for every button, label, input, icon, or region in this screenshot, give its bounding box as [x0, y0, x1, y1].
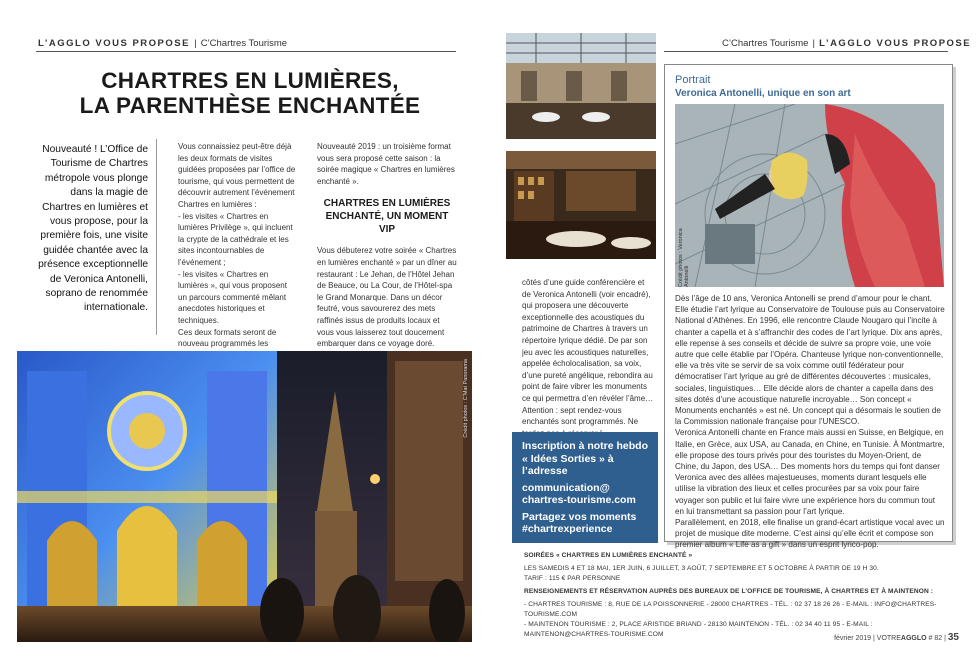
info-heading: SOIRÉES « CHARTRES EN LUMIÈRES ENCHANTÉ »	[524, 552, 693, 559]
intro-paragraph: Nouveauté ! L’Office de Tourisme de Chartres métropole vous plonge dans la magie de Chartres en lumières et vous propose, pour la première fois, une visite guidée chantée avec la présence exceptionnelle de Veronica Antonelli, soprano de renommée internationale.	[38, 144, 148, 314]
atrium-illustration	[506, 33, 656, 139]
restaurant-interior-photo	[506, 151, 656, 259]
cathedral-photo	[17, 351, 472, 642]
intro-divider	[156, 139, 157, 335]
right-header-rule	[664, 51, 948, 52]
bio-p3: Parallèlement, en 2018, elle finalise un grand-écart artistique vocal avec un projet de musique dite moderne. C’est ainsi qu’elle écrit et compose son premier album « Life as a gift » dans un esprit lyrico-pop.	[675, 518, 945, 550]
info-dates: LES SAMEDIS 4 ET 18 MAI, 1ER JUIN, 6 JUILLET, 3 AOÛT, 7 SEPTEMBRE ET 5 OCTOBRE À PARTIR DE 19 H 30.	[524, 565, 879, 572]
portrait-label: Portrait	[675, 74, 711, 86]
footer-mag: AGGLO	[900, 635, 927, 642]
col1-p1: Vous connaissiez peut-être déjà les deux formats de visites guidées proposées par l’office de tourisme, qui vous permettent de découvrir autrement l’événement Chartres en lumières :	[178, 142, 296, 209]
portrait-title: Veronica Antonelli, unique en son art	[675, 88, 851, 99]
title-line-2: LA PARENTHÈSE ENCHANTÉE	[79, 93, 421, 118]
page-footer: février 2019 | VOTREAGGLO # 82 | 35	[834, 632, 959, 643]
page-number: 35	[947, 632, 959, 643]
left-page-header	[38, 38, 287, 49]
vip-subheading: CHARTRES EN LUMIÈRES ENCHANTÉ, UN MOMENT VIP	[323, 198, 451, 236]
header-source: C’Chartres Tourisme	[200, 38, 288, 49]
col1-p3: - les visites « Chartres en lumières », qui vous proposent un parcours commenté mêlant anecdotes historiques et techniques.	[178, 269, 287, 325]
newsletter-email[interactable]: communication@ chartres-tourisme.com	[522, 481, 636, 506]
interior-illustration	[506, 151, 656, 259]
col1-p2: - les visites « Chartres en lumières Privilège », qui incluent la crypte de la cathédrale et les sites incontournables de l’événement ;	[178, 211, 293, 267]
col1-p4: Ces deux formats seront de nouveau programmés les	[178, 327, 277, 349]
cathedral-illustration	[17, 351, 472, 642]
header-separator-right: |	[812, 38, 816, 49]
col2-p1: Nouveauté 2019 : un troisième format vous sera proposé cette saison : la soirée magique « Chartres en lumières enchanté ».	[317, 142, 455, 186]
footer-mag-prefix: VOTRE	[876, 635, 901, 642]
newsletter-box	[512, 432, 658, 543]
title-line-1: CHARTRES EN LUMIÈRES,	[101, 68, 399, 93]
info-chartres: - CHARTRES TOURISME : 8, RUE DE LA POISSONNERIE - 28000 CHARTRES - TÉL. : 02 37 18 26 26 - E-MAIL : INFO@CHARTRES-TOURISME.COM	[524, 601, 937, 618]
footer-date: février 2019	[834, 635, 872, 642]
singer-illustration	[675, 104, 944, 287]
info-reservation: RENSEIGNEMENTS ET RÉSERVATION AUPRÈS DES BUREAUX DE L’OFFICE DE TOURISME, À CHARTRES ET À MAINTENON :	[524, 588, 934, 595]
bio-p2: Veronica Antonelli chante en France mais aussi en Suisse, en Belgique, en Italie, en Grèce, aux USA, au Canada, en Chine, en Tunisie. À Montmartre, elle propose des tours privés pour des touristes du Moyen-Orient, de Chine, du Japon, des USA… Des moments hors du temps qui font danser Veronica avec des allées majestueuses, moments durant lesquels elle utilise la vibration des lieux et celles procurées par sa voix pour faire voyager son public et lui faire vivre une expérience hors du commun tout en lui transmettant sa passion pour l’art lyrique.	[675, 428, 945, 516]
event-info	[524, 551, 954, 640]
footer-issue: # 82	[928, 635, 943, 642]
column-2	[317, 141, 457, 373]
section-label-right: L’AGGLO VOUS PROPOSE	[819, 38, 972, 49]
column-3	[522, 277, 655, 439]
section-label: L’AGGLO VOUS PROPOSE	[38, 38, 190, 49]
right-page-header	[722, 38, 971, 49]
info-maintenon: - MAINTENON TOURISME : 2, PLACE ARISTIDE BRIAND - 28130 MAINTENON - TÉL. : 02 34 40 11 95 - E-MAIL : MAINTENON@CHARTRES-TOURISME.COM	[524, 621, 873, 638]
portrait-credit: Crédit photos : Veronica Antonelli	[678, 228, 690, 287]
photo-credit: Crédit photos : C’Mat Panorama	[463, 359, 469, 438]
header-source-right: C’Chartres Tourisme	[722, 38, 809, 49]
bio-p1: Dès l’âge de 10 ans, Veronica Antonelli se prend d’amour pour le chant. Elle étudie l’art lyrique au Conservatoire de Toulouse puis au Conservatoire National d’Athènes. En 1996, elle rencontre Claude Nougaro qui l’incite à chanter a capella et à s’affranchir des codes de l’art lyrique. Dix ans après, elle repense à ses conseils et décide de suivre sa propre voie, une voie autre que celle établie par l’Opéra. Chanteuse lyrique non-conventionnelle, elle va très vite se servir de sa voix comme outil fédérateur pour démocratiser l’art lyrique au gré de différentes découvertes : musicales, sociales, linguistiques… Elle décide alors de chanter a capella dans des sites dotés d’une acoustique naturelle incroyable… Son concept « Monuments enchantés » est né. Un concept qui a désormais le soutien de la Commission nationale française pour l’UNESCO.	[675, 294, 945, 427]
left-header-rule	[36, 51, 456, 52]
article-title	[70, 68, 430, 118]
header-separator: |	[194, 38, 197, 49]
newsletter-line-1: Inscription à notre hebdo « Idées Sorties » à l’adresse	[522, 440, 649, 477]
portrait-bio	[675, 293, 945, 551]
restaurant-atrium-photo	[506, 33, 656, 139]
newsletter-hashtag: Partagez vos moments #chartrexperience	[522, 510, 637, 535]
col2-p2: Vous débuterez votre soirée « Chartres en lumières enchanté » par un dîner au restaurant : Le Jehan, de l’Hôtel Jehan de Beauce, ou La Cour, de l’Hôtel-spa le Grand Monarque. Dans un décor feutré, vous savourerez des mets raffinés issus de produits locaux et vous vous laisserez tout doucement embarquer dans ce voyage doré.	[317, 246, 457, 349]
singer-portrait-photo	[675, 104, 944, 287]
col3-p2: Attention : sept rendez-vous enchantés sont programmés. Ne	[522, 405, 639, 427]
info-tarif: TARIF : 115 € PAR PERSONNE	[524, 575, 621, 582]
col3-p1: côtés d’une guide conférencière et de Veronica Antonelli (voir encadré), qui proposera une découverte exceptionnelle des acoustiques du patrimoine de Chartres à travers un répertoire lyrique dédié. De par son jeu avec les acoustiques naturelles, appelée écholocalisation, sa voix, d’une pureté angélique, rebondira au point de faire vibrer les monuments ce qui permettra d’en révéler l’âme…	[522, 278, 654, 403]
